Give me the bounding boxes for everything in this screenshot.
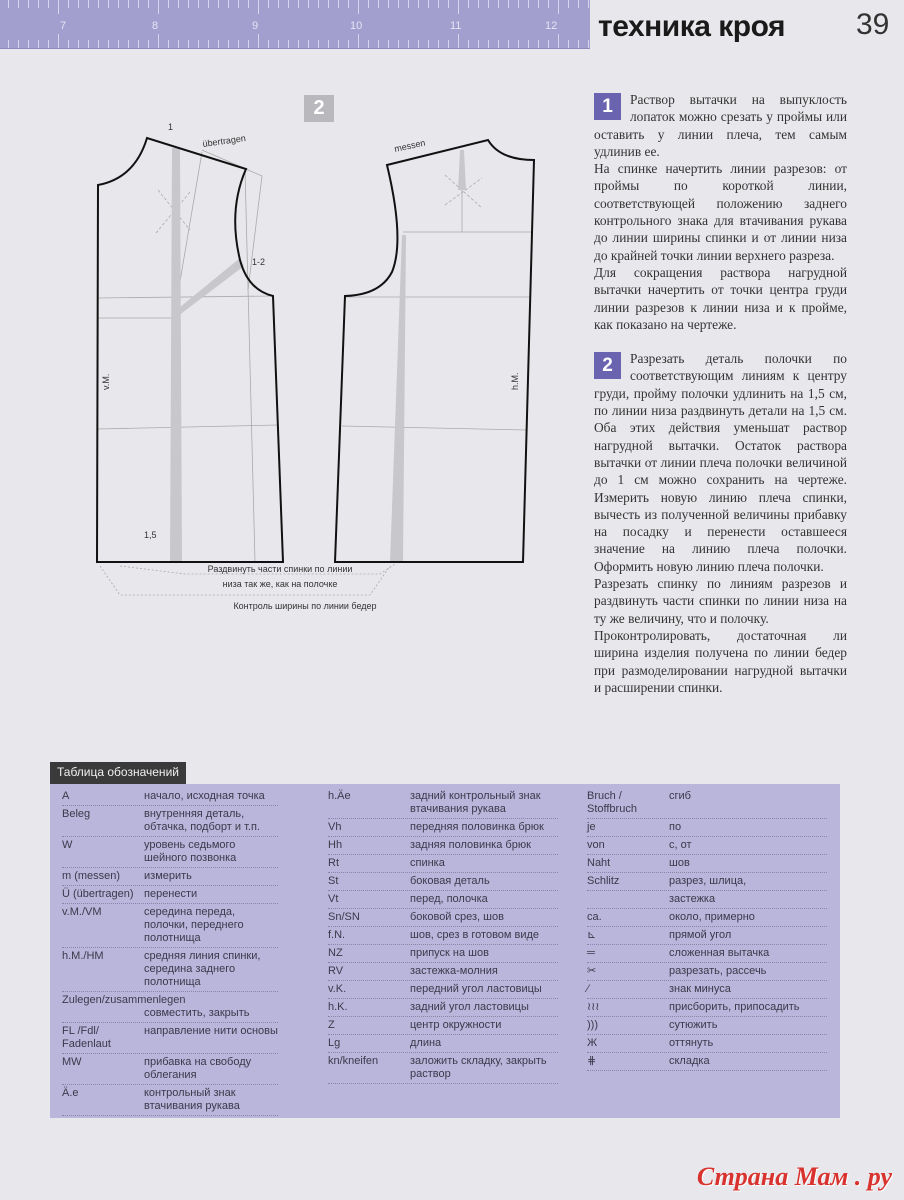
ruler-tick (68, 40, 69, 48)
ruler-tick (198, 0, 199, 8)
hip-line-front (98, 425, 278, 429)
step-1-section (594, 91, 847, 333)
ruler-tick (298, 0, 299, 8)
paragraph: На спинке начертить линии разрезов: от проймы по короткой линии, соответствующей положению заднего контрольного знака для втачивания рукава до линии ширины спинки и от линии низа до крайней точки линии верхнего разреза. (594, 161, 847, 263)
folded-dart-icon: ═ (587, 947, 595, 959)
ruler-tick (208, 0, 209, 8)
legend-row (62, 1085, 278, 1116)
legend-row (62, 806, 278, 837)
ruler-tick (488, 40, 489, 48)
ruler-tick (438, 0, 439, 8)
ruler-tick (378, 40, 379, 48)
legend-definition: боковая деталь (410, 875, 490, 887)
ruler-tick (508, 40, 509, 48)
legend-definition: сложенная вытачка (669, 947, 770, 959)
legend-row (587, 999, 827, 1017)
ruler-tick (48, 40, 49, 48)
pattern-drawing (90, 90, 540, 670)
legend-definition: начало, исходная точка (144, 790, 265, 802)
legend-row (587, 855, 827, 873)
paragraph: Проконтролировать, достаточная ли ширина изделия получена по линии бедер при размоделировании нагрудной вытачки и расширении спинки. (594, 627, 847, 695)
ruler-tick (368, 40, 369, 48)
ruler-tick (508, 0, 509, 8)
legend-row (587, 873, 827, 891)
ruler-tick (308, 40, 309, 48)
legend-term: f.N. (328, 929, 346, 941)
ruler-tick (328, 40, 329, 48)
legend-row (328, 891, 558, 909)
step-2-badge: 2 (594, 352, 621, 379)
ruler-tick (548, 0, 549, 8)
legend-row (328, 855, 558, 873)
legend-term (587, 893, 669, 906)
legend-definition: уровень седьмого шейного позвонка (144, 839, 237, 864)
ruler-tick (478, 0, 479, 8)
decorative-ruler (0, 0, 590, 49)
ruler-tick (118, 40, 119, 48)
legend-term: Ü (übertragen) (62, 888, 134, 900)
legend-term: von (587, 839, 605, 851)
ruler-tick (58, 34, 59, 48)
ruler-number: 11 (450, 20, 462, 32)
legend-definition: спинка (410, 857, 445, 869)
stretch-icon: Ж (587, 1037, 598, 1049)
legend-term: Naht (587, 857, 611, 869)
ruler-tick (138, 0, 139, 8)
ruler-tick (378, 0, 379, 8)
ruler-tick (118, 0, 119, 8)
ruler-tick (248, 0, 249, 8)
instructions-column (594, 91, 847, 696)
ruler-tick (318, 40, 319, 48)
ruler-number: 9 (252, 20, 259, 32)
ruler-tick (58, 0, 59, 14)
legend-row (328, 909, 558, 927)
ruler-tick (68, 0, 69, 8)
legend-row (328, 981, 558, 999)
legend-term: Z (328, 1019, 335, 1031)
ruler-tick (298, 40, 299, 48)
legend-definition: застежка (669, 893, 716, 905)
ruler-tick (418, 40, 419, 48)
step-1-badge: 1 (594, 93, 621, 120)
ruler-tick (8, 0, 9, 8)
ruler-tick (528, 40, 529, 48)
ruler-tick (178, 40, 179, 48)
ruler-tick (238, 0, 239, 8)
ruler-tick (568, 0, 569, 8)
legend-row (328, 1053, 558, 1084)
legend-row (328, 999, 558, 1017)
legend-definition: передняя половинка брюк (410, 821, 544, 833)
legend-row (587, 1035, 827, 1053)
ruler-tick (338, 40, 339, 48)
legend-row (587, 945, 827, 963)
legend-definition: разрезать, рассечь (669, 965, 767, 977)
legend-term: Zulegen/zusammenlegen (62, 994, 186, 1006)
legend-term: ca. (587, 911, 602, 923)
legend-row (328, 788, 558, 819)
legend-definition: средняя линия спинки, середина заднего полотнища (144, 950, 261, 988)
paragraph: Разрезать деталь полочки по соответствующим линиям к центру груди, пройму полочки удлинить на 1,5 см, по линии низа раздвинуть детали на 1,5 см. Оба этих действия уменьшат раствор нагрудной вытачки. Остаток раствора вытачки от линии плеча полочки величиной до 1 см можно сохранить на чертеже. Измерить новую линию плеча спинки, вычесть из полученной величины прибавку на посадку и перенести оставшееся значение на линию плеча полочки. Оформить новую линию плеча полочки. (594, 351, 847, 574)
ruler-tick (388, 40, 389, 48)
legend-row (587, 891, 827, 909)
legend-table-title: Таблица обозначений (50, 762, 186, 784)
ruler-tick (288, 0, 289, 8)
ruler-tick (428, 0, 429, 8)
legend-definition: совместить, закрыть (144, 1007, 250, 1019)
legend-term: NZ (328, 947, 343, 959)
legend-definition: с, от (669, 839, 692, 851)
ruler-tick (188, 40, 189, 48)
ruler-tick (558, 34, 559, 48)
ruler-tick (168, 40, 169, 48)
legend-definition: шов, срез в готовом виде (410, 929, 540, 941)
legend-definition: прибавка на свободу облегания (144, 1056, 252, 1081)
legend-row (328, 873, 558, 891)
ruler-tick (128, 0, 129, 8)
label-uebertragen: übertragen (201, 133, 247, 149)
ruler-tick (438, 40, 439, 48)
legend-definition: передний угол ластовицы (410, 983, 542, 995)
back-slash-strip (390, 235, 406, 562)
step-2-section (594, 350, 847, 696)
ruler-tick (218, 0, 219, 8)
ruler-tick (148, 40, 149, 48)
ruler-number: 10 (350, 20, 363, 32)
legend-definition: перенести (144, 888, 198, 900)
ruler-tick (458, 0, 459, 14)
ruler-tick (138, 40, 139, 48)
ruler-tick (478, 40, 479, 48)
legend-definition: припуск на шов (410, 947, 489, 959)
ruler-tick (108, 40, 109, 48)
legend-row (62, 788, 278, 806)
paragraph: Раствор вытачки на выпуклость лопаток можно срезать у проймы или оставить у линии плеча, тем самым удлинив ее. (594, 92, 847, 159)
ruler-tick (228, 0, 229, 8)
legend-row (62, 837, 278, 868)
back-piece-outline (335, 137, 534, 562)
ruler-tick (158, 34, 159, 48)
hip-line-back (342, 426, 526, 430)
legend-definition: середина переда, полочки, переднего полотнища (144, 906, 244, 944)
ruler-tick (558, 0, 559, 14)
ruler-tick (398, 40, 399, 48)
site-watermark-logo: Страна Мам . ру (696, 1162, 892, 1191)
legend-definition: складка (669, 1055, 710, 1067)
legend-row (62, 868, 278, 886)
ruler-tick (288, 40, 289, 48)
ruler-tick (88, 40, 89, 48)
scissors-icon: ✂ (587, 965, 597, 977)
legend-term: Lg (328, 1037, 341, 1049)
legend-definition: застежка-молния (410, 965, 498, 977)
legend-term: Hh (328, 839, 343, 851)
ruler-tick (448, 40, 449, 48)
legend-term: Sn/SN (328, 911, 360, 923)
legend-definition: длина (410, 1037, 442, 1049)
ruler-tick (328, 0, 329, 8)
ruler-tick (388, 0, 389, 8)
ruler-tick (348, 0, 349, 8)
paragraph: Для сокращения раствора нагрудной вытачки начертить от точки центра груди линии разрезов к линии низа и к пройме, как показано на чертеже. (594, 264, 847, 332)
ruler-tick (568, 40, 569, 48)
ruler-tick (168, 0, 169, 8)
ruler-tick (88, 0, 89, 8)
ruler-tick (228, 40, 229, 48)
ruler-tick (428, 40, 429, 48)
ruler-tick (358, 0, 359, 14)
ruler-tick (28, 0, 29, 8)
ruler-tick (518, 0, 519, 8)
legend-definition: сутюжить (669, 1019, 718, 1031)
ruler-tick (198, 40, 199, 48)
legend-definition: задний контрольный знак втачивания рукава (410, 790, 541, 815)
minus-sign-icon: ⁄ (587, 983, 589, 995)
legend-row (328, 837, 558, 855)
label-messen: messen (393, 137, 427, 154)
label-one-five: 1,5 (144, 530, 157, 540)
legend-term: m (messen) (62, 870, 121, 882)
ruler-tick (518, 40, 519, 48)
legend-row (328, 1017, 558, 1035)
ruler-tick (188, 0, 189, 8)
armhole-dart-strip (174, 258, 244, 316)
ruler-number: 8 (152, 20, 159, 32)
hip-control-note: Контроль ширины по линии бедер (233, 601, 377, 611)
legend-term: h.K. (328, 1001, 348, 1013)
legend-term: v.M./VM (62, 906, 102, 918)
legend-row (587, 1053, 827, 1071)
legend-row (62, 1023, 278, 1054)
legend-definition: внутренняя деталь, обтачка, подборт и т.п. (144, 808, 260, 833)
ruler-number: 12 (545, 20, 558, 32)
front-piece-outline (97, 138, 283, 562)
legend-definition: контрольный знак втачивания рукава (144, 1087, 240, 1112)
ruler-tick (268, 0, 269, 8)
legend-definition: центр окружности (410, 1019, 502, 1031)
legend-definition: разрез, шлица, (669, 875, 747, 887)
ruler-tick (18, 40, 19, 48)
ruler-number: 7 (60, 20, 67, 32)
ruler-tick (338, 0, 339, 8)
label-one-two: 1-2 (252, 257, 266, 267)
ruler-tick (398, 0, 399, 8)
ruler-tick (368, 0, 369, 8)
ruler-tick (358, 34, 359, 48)
ruler-tick (588, 0, 589, 8)
ruler-tick (548, 40, 549, 48)
legend-definition: перед, полочка (410, 893, 488, 905)
legend-term: Rt (328, 857, 339, 869)
legend-term: Ä.e (62, 1087, 79, 1099)
legend-definition: задний угол ластовицы (410, 1001, 529, 1013)
bust-line-front (98, 296, 273, 298)
label-hm: h.M. (510, 372, 520, 390)
front-dart-strip (170, 148, 182, 562)
pleat-icon: ⋕ (587, 1055, 597, 1067)
ruler-tick (148, 0, 149, 8)
legend-definition: направление нити основы (144, 1025, 278, 1037)
legend-term: MW (62, 1056, 82, 1068)
ruler-tick (218, 40, 219, 48)
legend-row (62, 1054, 278, 1085)
ruler-tick (258, 34, 259, 48)
ruler-tick (498, 0, 499, 8)
legend-row (328, 945, 558, 963)
legend-definition: шов (669, 857, 690, 869)
ruler-tick (78, 40, 79, 48)
legend-definition: сгиб (669, 790, 691, 802)
ruler-tick (418, 0, 419, 8)
legend-definition: измерить (144, 870, 192, 882)
ruler-tick (458, 34, 459, 48)
ruler-tick (38, 40, 39, 48)
legend-term: W (62, 839, 73, 851)
right-angle-icon: ⊾ (587, 929, 597, 941)
legend-column-1 (62, 788, 278, 1116)
ruler-tick (498, 40, 499, 48)
ruler-tick (268, 40, 269, 48)
label-one: 1 (168, 122, 174, 132)
legend-row (587, 927, 827, 945)
ruler-tick (178, 0, 179, 8)
ruler-tick (78, 0, 79, 8)
ruler-tick (468, 0, 469, 8)
ruler-tick (578, 0, 579, 8)
ruler-tick (538, 40, 539, 48)
legend-definition: заложить складку, закрыть раствор (410, 1055, 547, 1080)
figure-step-badge: 2 (304, 95, 334, 122)
legend-row (328, 819, 558, 837)
shrink-icon: ))) (587, 1019, 598, 1031)
ruler-tick (408, 40, 409, 48)
legend-definition: оттянуть (669, 1037, 714, 1049)
ruler-tick (258, 0, 259, 14)
legend-term: Vt (328, 893, 339, 905)
ruler-tick (28, 40, 29, 48)
ruler-tick (278, 0, 279, 8)
legend-row (587, 963, 827, 981)
ruler-tick (318, 0, 319, 8)
label-vm: v.M. (101, 373, 111, 390)
legend-row (62, 904, 278, 948)
legend-row (62, 886, 278, 904)
ruler-tick (488, 0, 489, 8)
ruler-tick (448, 0, 449, 8)
ruler-tick (128, 40, 129, 48)
legend-row (328, 1035, 558, 1053)
legend-row (587, 819, 827, 837)
legend-term: je (587, 821, 596, 833)
legend-term: v.K. (328, 983, 347, 995)
ruler-tick (158, 0, 159, 14)
ruler-tick (18, 0, 19, 8)
legend-definition: присборить, припосадить (669, 1001, 800, 1013)
legend-definition: знак минуса (669, 983, 731, 995)
ruler-tick (528, 0, 529, 8)
legend-row (587, 788, 827, 819)
ruler-tick (208, 40, 209, 48)
ruler-tick (408, 0, 409, 8)
legend-term: h.M./HM (62, 950, 104, 962)
back-dart-strip (458, 150, 466, 190)
legend-term: RV (328, 965, 344, 977)
legend-term: h.Äe (328, 790, 351, 802)
ruler-tick (48, 0, 49, 8)
legend-definition: боковой срез, шов (410, 911, 504, 923)
legend-term: St (328, 875, 339, 887)
ruler-tick (588, 40, 589, 48)
ruler-tick (468, 40, 469, 48)
legend-term: Schlitz (587, 875, 620, 887)
ruler-tick (278, 40, 279, 48)
legend-row (587, 1017, 827, 1035)
legend-term: kn/kneifen (328, 1055, 379, 1067)
legend-definition: около, примерно (669, 911, 755, 923)
legend-column-2 (328, 788, 558, 1084)
legend-row (328, 963, 558, 981)
legend-table (50, 784, 840, 1118)
section-title: техника кроя (598, 10, 786, 43)
legend-row (587, 909, 827, 927)
ruler-tick (308, 0, 309, 8)
paragraph: Разрезать спинку по линиям разрезов и раздвинуть части спинки по линии низа на ту же величину, что и полочку. (594, 576, 847, 626)
legend-row (62, 948, 278, 992)
page-number: 39 (856, 8, 890, 41)
legend-term: A (62, 790, 70, 802)
ruler-tick (98, 40, 99, 48)
legend-row (587, 837, 827, 855)
legend-term: FL /Fdl/ Fadenlaut (62, 1025, 111, 1050)
legend-row (62, 992, 278, 1023)
spread-note-line1: Раздвинуть части спинки по линии (207, 564, 353, 574)
ruler-tick (248, 40, 249, 48)
spread-note-line2: низа так же, как на полочке (222, 579, 338, 589)
legend-row (328, 927, 558, 945)
legend-row (587, 981, 827, 999)
legend-term: Beleg (62, 808, 91, 820)
legend-term: Bruch / Stoffbruch (587, 790, 637, 815)
legend-definition: задняя половинка брюк (410, 839, 531, 851)
legend-term: Vh (328, 821, 342, 833)
ruler-tick (238, 40, 239, 48)
ruler-tick (578, 40, 579, 48)
ruler-tick (538, 0, 539, 8)
ruler-tick (8, 40, 9, 48)
legend-definition: прямой угол (669, 929, 732, 941)
legend-column-3 (587, 788, 827, 1071)
ruler-tick (348, 40, 349, 48)
ruler-tick (108, 0, 109, 8)
ruler-tick (38, 0, 39, 8)
gather-icon: ≀≀≀ (587, 1001, 600, 1013)
ruler-tick (98, 0, 99, 8)
legend-definition: по (669, 821, 682, 833)
